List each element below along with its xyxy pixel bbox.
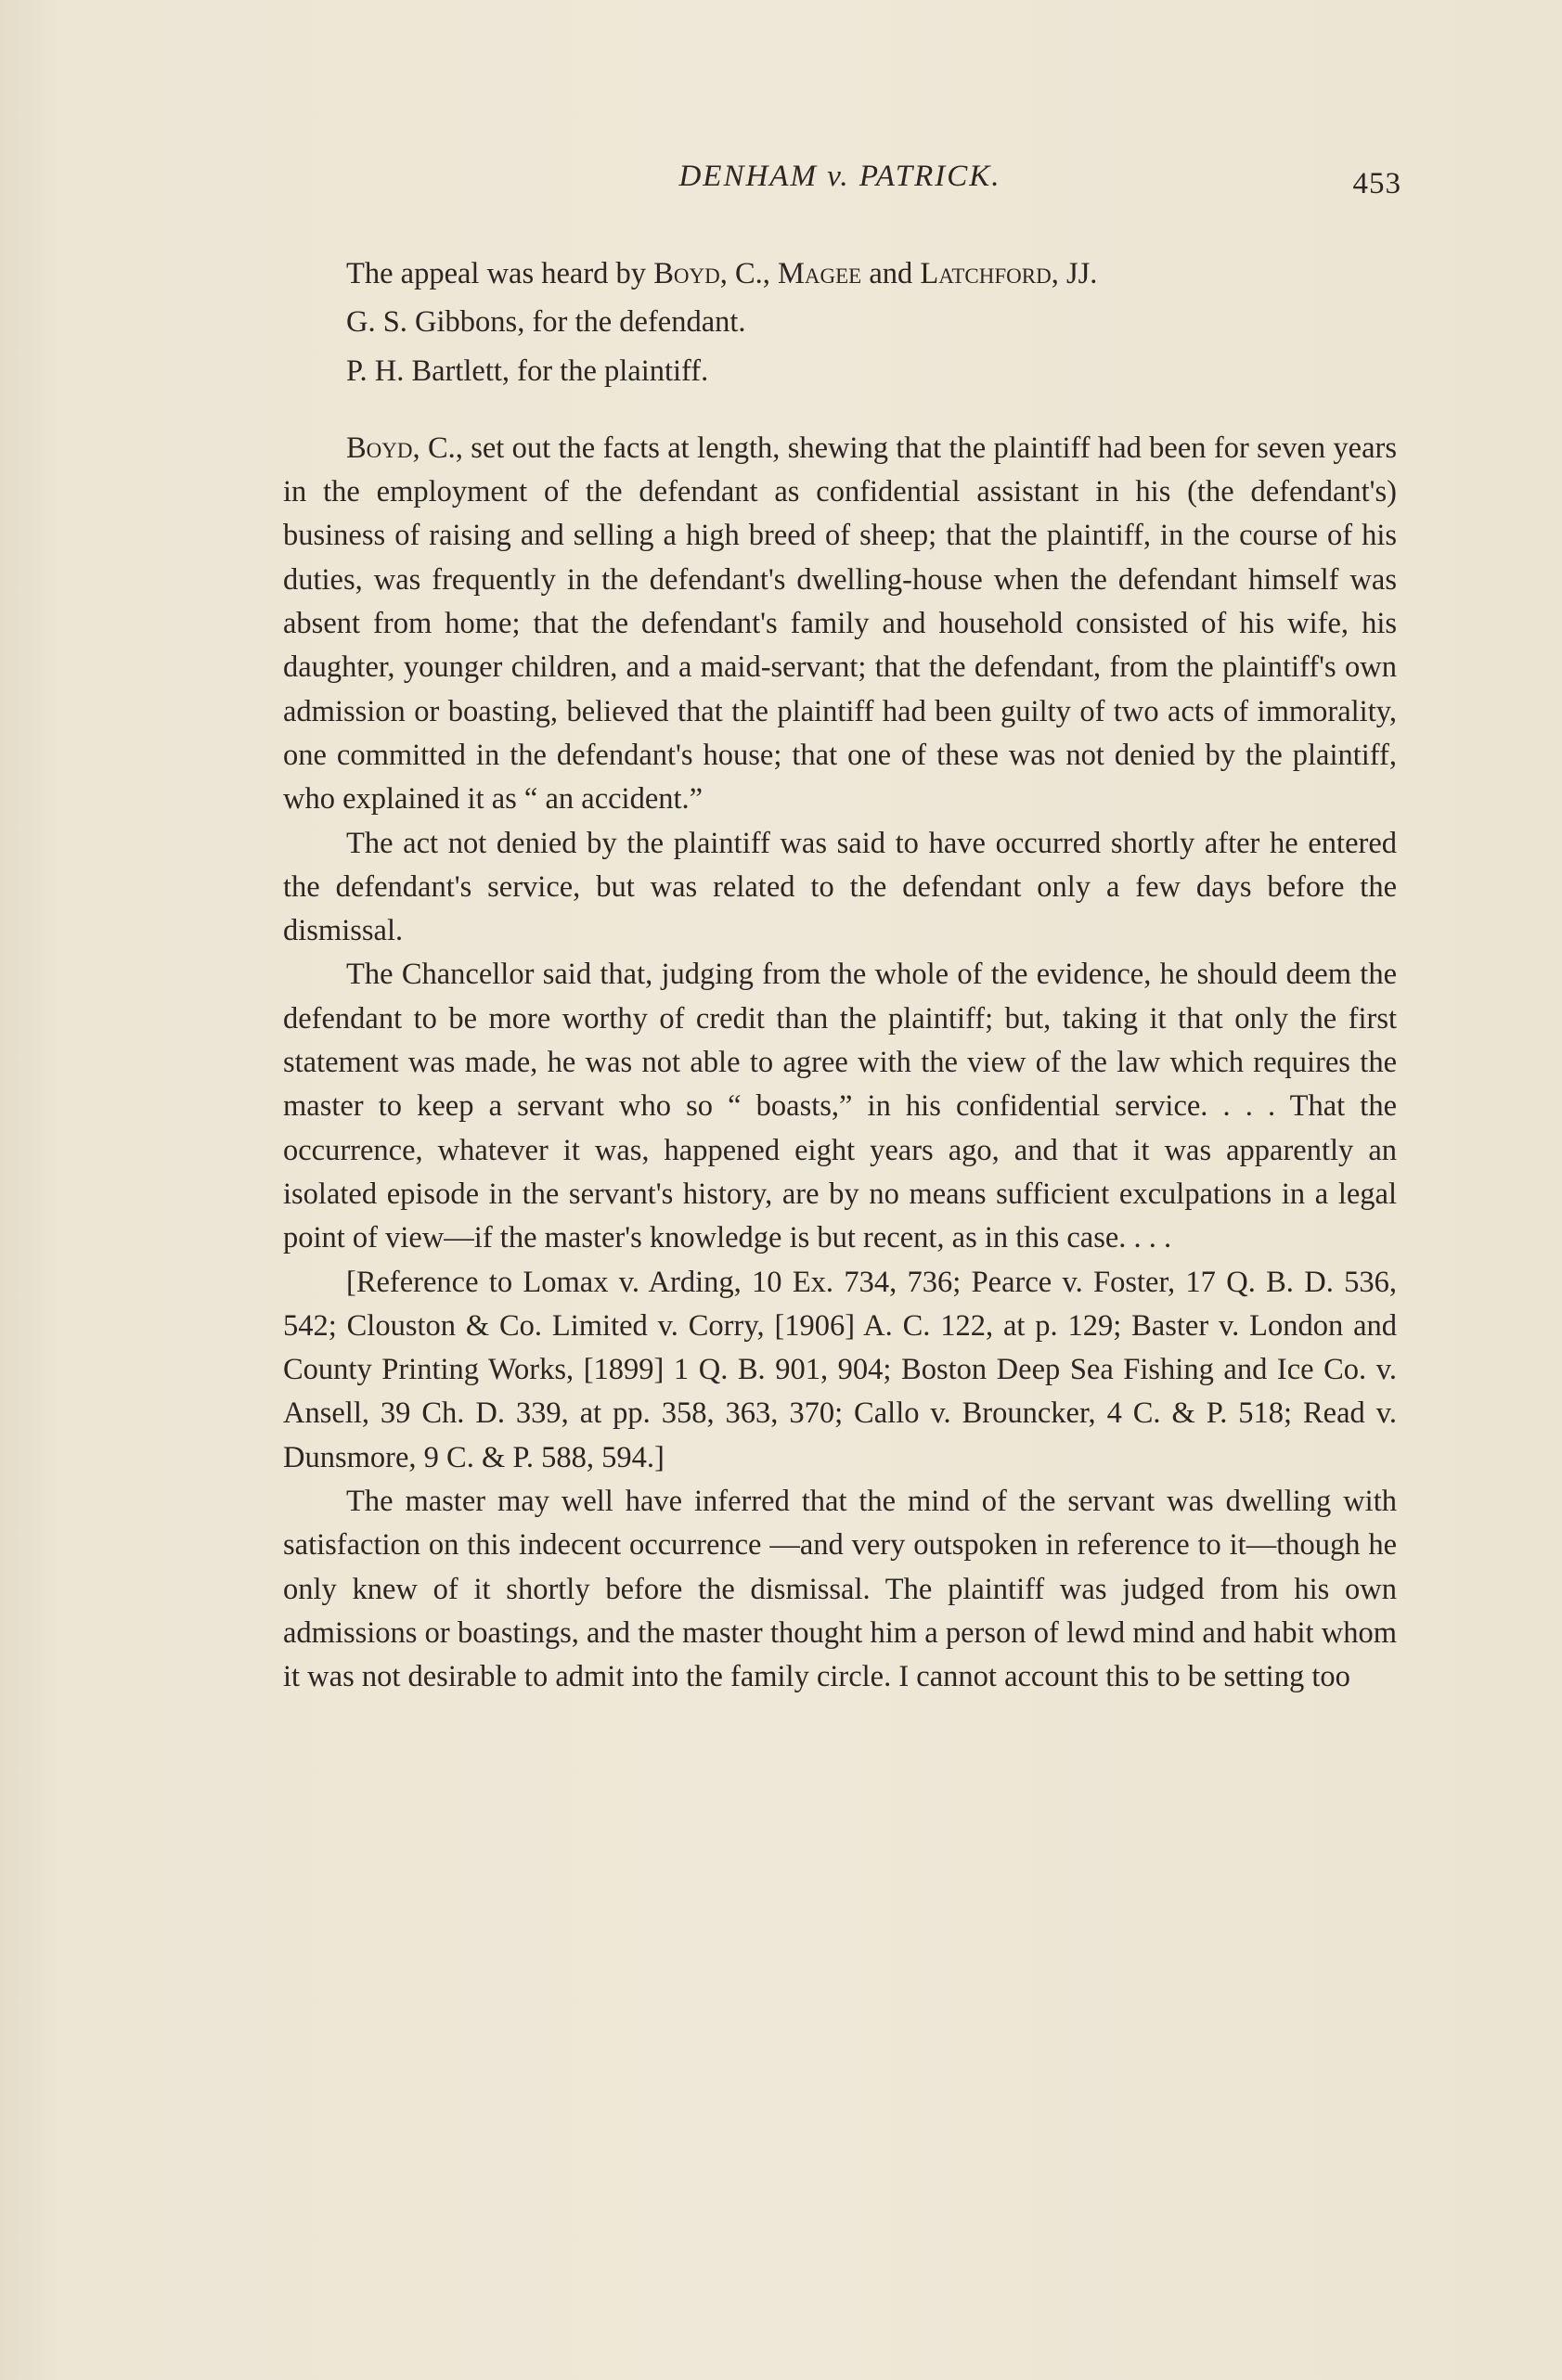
counsel-defendant: G. S. Gibbons, for the defendant. [346, 305, 746, 340]
judgment-opening [283, 427, 1397, 822]
page-header [278, 160, 1401, 206]
bench-paragraph [283, 252, 1397, 296]
body-text [283, 252, 1397, 1700]
page-number: 453 [1352, 167, 1401, 200]
bench-suffix: , JJ. [1051, 257, 1098, 290]
judge-name: Boyd [346, 431, 413, 465]
references-paragraph: [Reference to Lomax v. Arding, 10 Ex. 734, 736; Pearce v. Foster, 17 Q. B. D. 536, 542; Clouston & Co. Limited v. Corry, [1906] A. C. 122, at p. 129; Baster v. London and County Printing Works, [1899] 1 Q. B. 901, 904; Boston Deep Sea Fishing and Ice Co. v. Ansell, 39 Ch. D. 339, at pp. 358, 363, 370; Callo v. Brouncker, 4 C. & P. 518; Read v. Dunsmore, 9 C. & P. 588, 594.] [283, 1265, 1397, 1474]
judgment-opening-text: , C., set out the facts at length, shewing that the plaintiff had been for seven years in the employment of the defendant as confidential assistant in his (the defendant's) business of raising and selling a high breed of sheep; that the plaintiff, in the course of his duties, was frequently in the defendant's dwelling-house when the defendant himself was absent from home; that the defendant's family and household consisted of his wife, his daughter, younger children, and a maid-servant; that the defendant, from the plaintiff's own admission or boasting, believed that the plaintiff had been guilty of two acts of immorality, one committed in the defendant's house; that one of these was not denied by the plaintiff, who explained it as “ an accident.” [283, 431, 1397, 817]
judge-magee: Magee [778, 257, 862, 290]
bench-sep-1: , C., [719, 257, 779, 290]
judge-boyd: Boyd [653, 257, 720, 290]
bench-sep-2: and [861, 257, 921, 290]
judge-latchford: Latchford [920, 257, 1052, 290]
judgment-paragraph: The Chancellor said that, judging from the whole of the evidence, he should deem the defendant to be more worthy of credit than the plaintiff; but, taking it that only the first statement was made, he was not able to agree with the view of the law which requires the master to keep a servant who so “ boasts,” in his confidential service. . . . That the occurrence, whatever it was, happened eight years ago, and that it was apparently an isolated episode in the servant's history, are by no means sufficient exculpations in a legal point of view—if the master's knowledge is but recent, as in this case. . . . [283, 958, 1397, 1255]
judgment-paragraph: The act not denied by the plaintiff was said to have occurred shortly after he entered the defendant's service, but was related to the defendant only a few days before the dismissal. [283, 826, 1397, 948]
counsel-plaintiff: P. H. Bartlett, for the plaintiff. [346, 354, 709, 388]
running-title: DENHAM v. PATRICK. [678, 160, 1001, 193]
bench-prefix: The appeal was heard by [346, 257, 654, 290]
judgment-paragraph: The master may well have inferred that the mind of the servant was dwelling with satisfaction on this indecent occurrence —and very outspoken in reference to it—though he only knew of it shortly before the dismissal. The plaintiff was judged from his own admissions or boastings, and the master thought him a person of lewd mind and habit whom it was not desirable to admit into the family circle. I cannot account this to be setting too [283, 1485, 1397, 1694]
